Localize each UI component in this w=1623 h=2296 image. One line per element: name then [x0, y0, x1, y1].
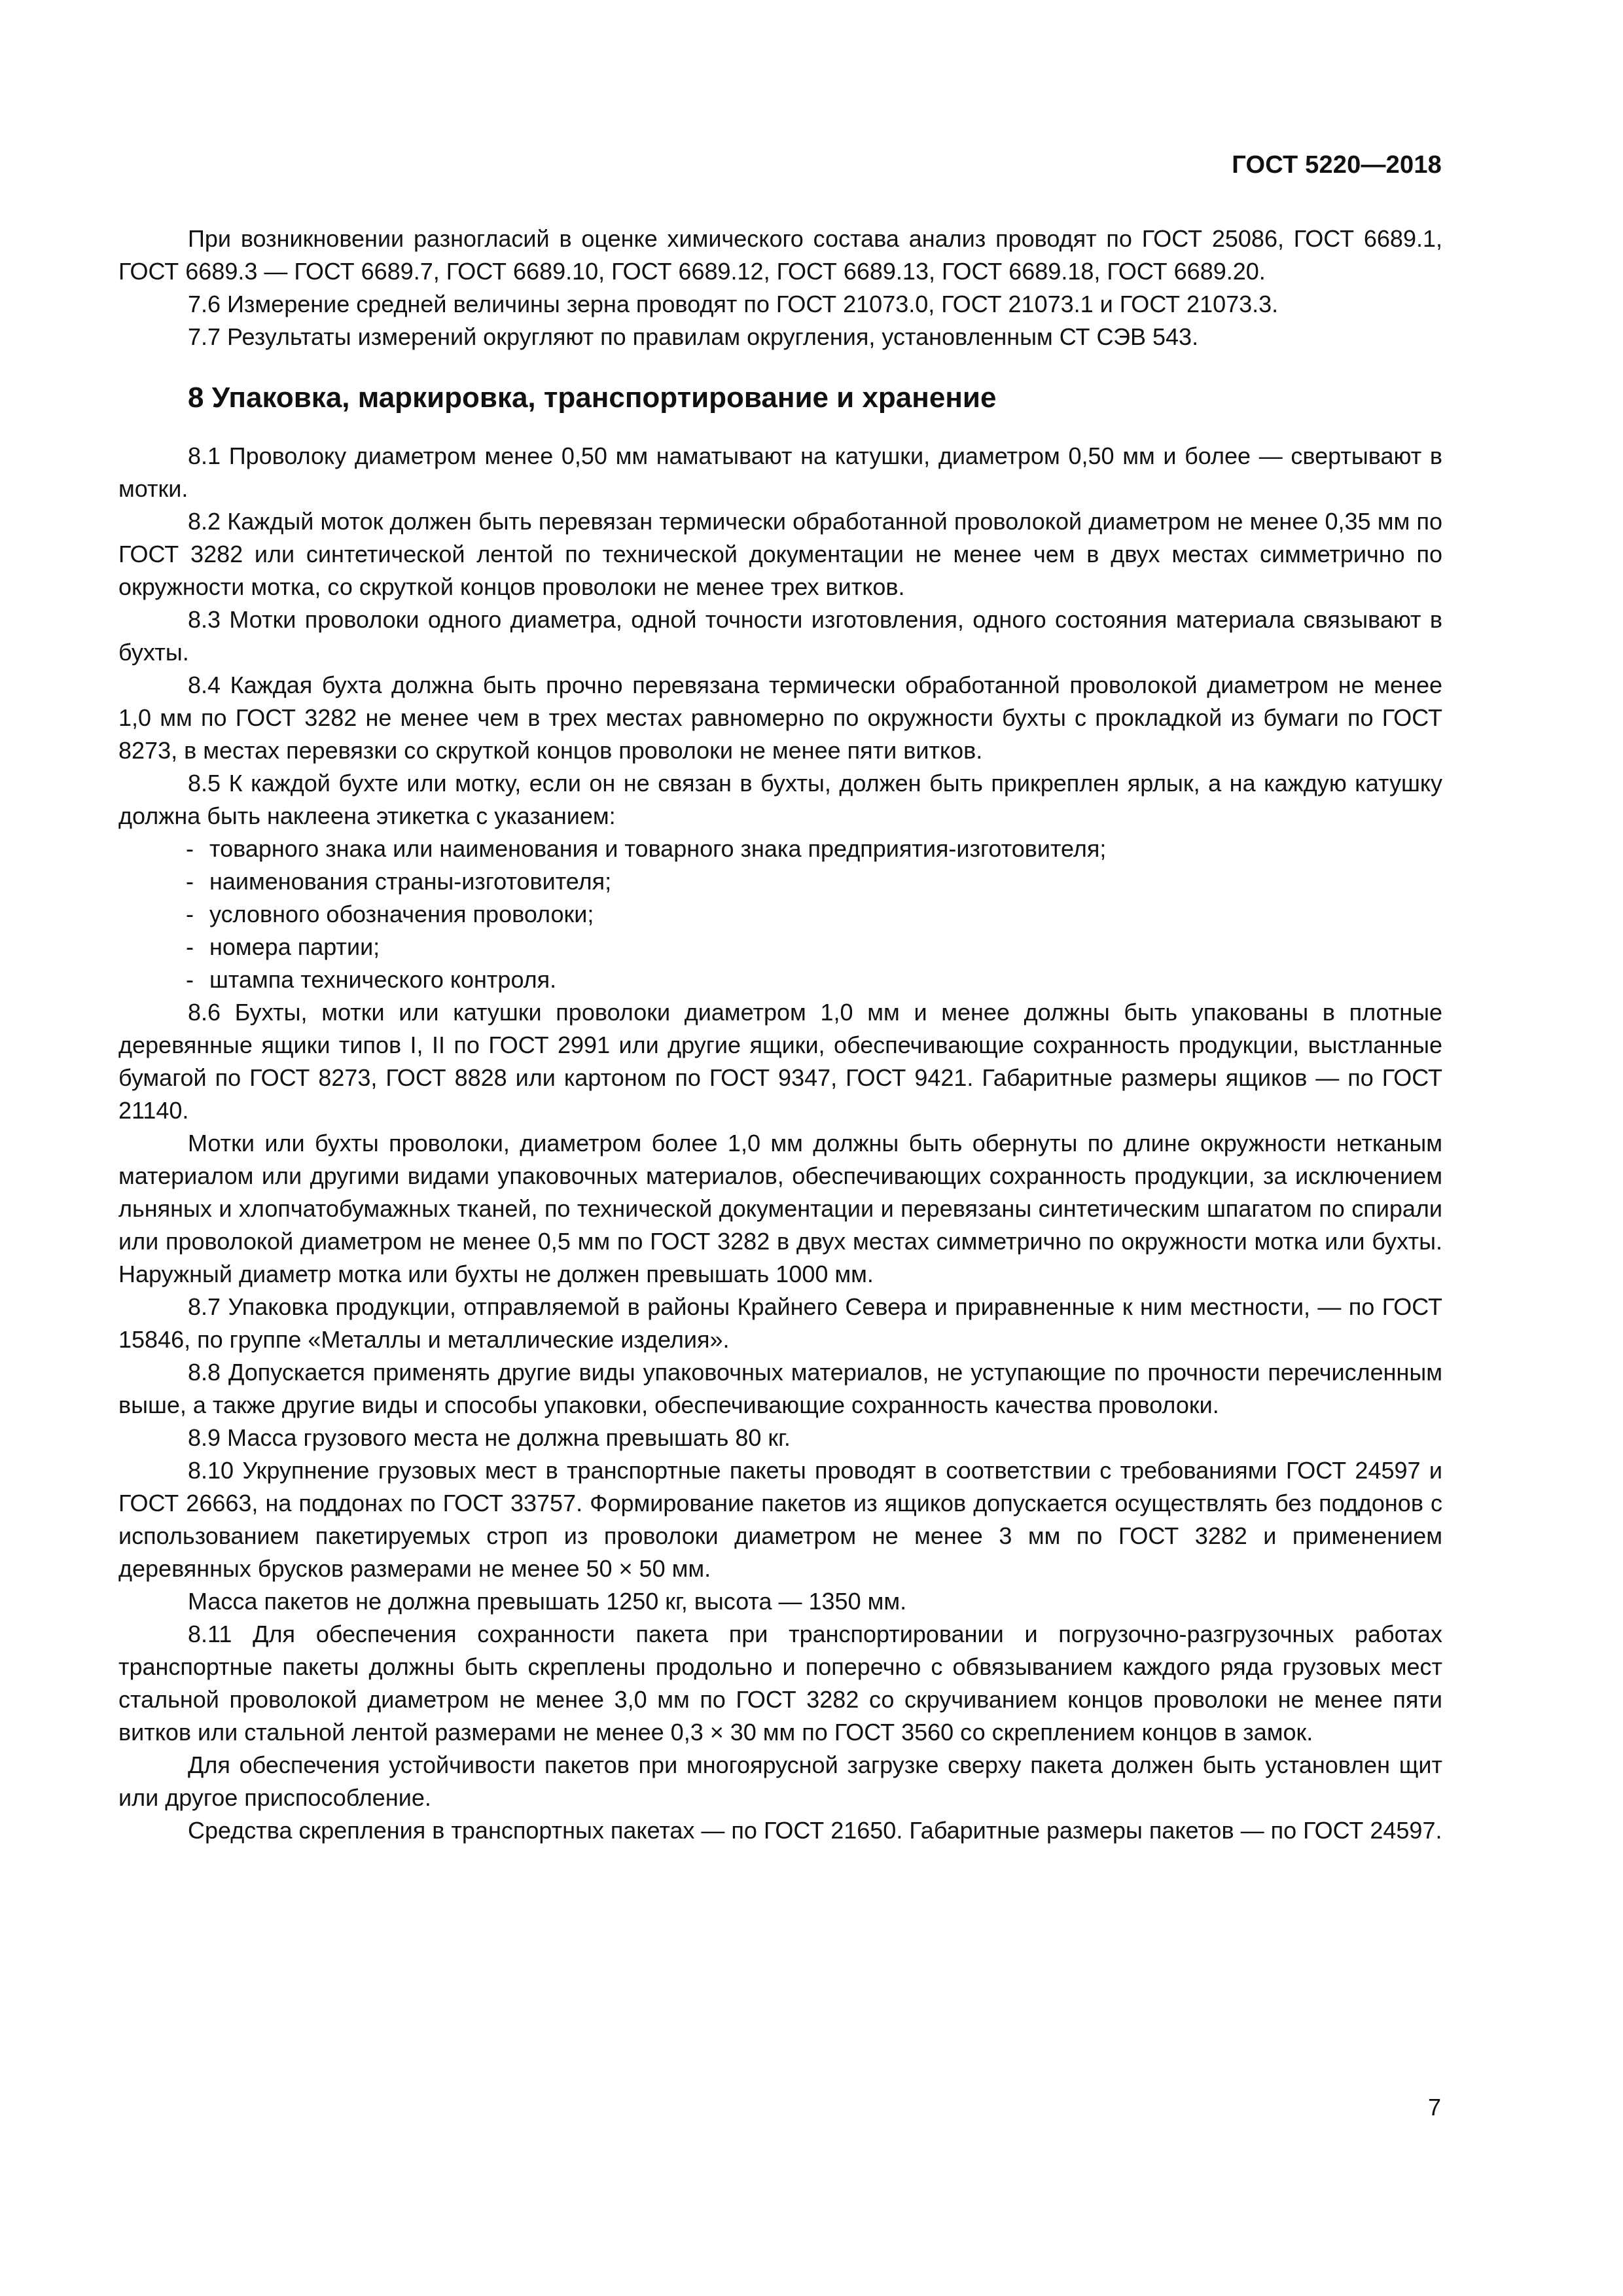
label-contents-list [118, 833, 1442, 996]
paragraph-8-10: 8.10 Укрупнение грузовых мест в транспортные пакеты проводят в соответствии с требованиями ГОСТ 24597 и ГОСТ 26663, на поддонах по ГОСТ 33757. Формирование пакетов из ящиков допускается осуществлять без поддонов с использованием пакетируемых строп из проволоки диаметром не менее 3 мм по ГОСТ 3282 и применением деревянных брусков размерами не менее 50 × 50 мм. [118, 1457, 1442, 1582]
list-dash: - [186, 901, 194, 927]
paragraph-8-10-cont: Масса пакетов не должна превышать 1250 кг, высота — 1350 мм. [188, 1588, 907, 1615]
paragraph-8-6: 8.6 Бухты, мотки или катушки проволоки диаметром 1,0 мм и менее должны быть упакованы в плотные деревянные ящики типов I, II по ГОСТ 2991 или другие ящики, обеспечивающие сохранность продукции, выстланные бумагой по ГОСТ 8273, ГОСТ 8828 или картоном по ГОСТ 9347, ГОСТ 9421. Габаритные размеры ящиков — по ГОСТ 21140. [118, 999, 1442, 1124]
paragraph-8-6-cont: Мотки или бухты проволоки, диаметром более 1,0 мм должны быть обернуты по длине окружности нетканым материалом или другими видами упаковочных материалов, обеспечивающих сохранность продукции, за исключением льняных и хлопчатобумажных тканей, по технической документации и перевязаны синтетическим шпагатом по спирали или проволокой диаметром не менее 0,5 мм по ГОСТ 3282 в двух местах симметрично по окружности мотка или бухты. Наружный диаметр мотка или бухты не должен превышать 1000 мм. [118, 1130, 1442, 1287]
page-number: 7 [1427, 2094, 1441, 2121]
list-dash: - [186, 966, 194, 993]
section-heading-8: 8 Упаковка, маркировка, транспортирование и хранение [188, 382, 997, 414]
paragraph-8-11: 8.11 Для обеспечения сохранности пакета при транспортировании и погрузочно-разгрузочных работах транспортные пакеты должны быть скреплены продольно и поперечно с обвязыванием каждого ряда грузовых мест стальной проволокой диаметром не менее 3,0 мм по ГОСТ 3282 со скручиванием концов проволоки не менее пяти витков или стальной лентой размерами не менее 0,3 × 30 мм по ГОСТ 3560 со скреплением концов в замок. [118, 1621, 1442, 1746]
paragraph-8-9: 8.9 Масса грузового места не должна превышать 80 кг. [188, 1424, 791, 1451]
document-body [118, 223, 1442, 1847]
list-dash: - [186, 933, 194, 960]
paragraph-8-4: 8.4 Каждая бухта должна быть прочно перевязана термически обработанной проволокой диаметром не менее 1,0 мм по ГОСТ 3282 не менее чем в трех местах равномерно по окружности бухты с прокладкой из бумаги по ГОСТ 8273, в местах перевязки со скруткой концов проволоки не менее пяти витков. [118, 672, 1442, 764]
list-item [186, 898, 1442, 931]
paragraph-intro-1: При возникновении разногласий в оценке химического состава анализ проводят по ГОСТ 25086, ГОСТ 6689.1, ГОСТ 6689.3 — ГОСТ 6689.7, ГОСТ 6689.10, ГОСТ 6689.12, ГОСТ 6689.13, ГОСТ 6689.18, ГОСТ 6689.20. [118, 225, 1442, 285]
paragraph-7-7: 7.7 Результаты измерений округляют по правилам округления, установленным СТ СЭВ 543. [188, 323, 1199, 350]
paragraph-8-5: 8.5 К каждой бухте или мотку, если он не связан в бухты, должен быть прикреплен ярлык, а на каждую катушку должна быть наклеена этикетка с указанием: [118, 770, 1442, 829]
paragraph-8-3: 8.3 Мотки проволоки одного диаметра, одной точности изготовления, одного состояния материала связывают в бухты. [118, 606, 1442, 666]
list-item-text: штампа технического контроля. [209, 966, 557, 993]
list-item [186, 963, 1442, 996]
list-dash: - [186, 868, 194, 895]
paragraph-8-7: 8.7 Упаковка продукции, отправляемой в районы Крайнего Севера и приравненные к ним местности, — по ГОСТ 15846, по группе «Металлы и металлические изделия». [118, 1293, 1442, 1353]
paragraph-8-11-cont-1: Для обеспечения устойчивости пакетов при многоярусной загрузке сверху пакета должен быть установлен щит или другое приспособление. [118, 1751, 1442, 1811]
list-dash: - [186, 835, 194, 862]
list-item [186, 833, 1442, 865]
list-item-text: наименования страны-изготовителя; [209, 868, 612, 895]
list-item [186, 865, 1442, 898]
list-item-text: номера партии; [209, 933, 380, 960]
paragraph-8-2: 8.2 Каждый моток должен быть перевязан термически обработанной проволокой диаметром не менее 0,35 мм по ГОСТ 3282 или синтетической лентой по технической документации не менее чем в двух местах симметрично по окружности мотка, со скруткой концов проволоки не менее трех витков. [118, 508, 1442, 600]
list-item [186, 931, 1442, 963]
paragraph-8-8: 8.8 Допускается применять другие виды упаковочных материалов, не уступающие по прочности перечисленным выше, а также другие виды и способы упаковки, обеспечивающие сохранность качества проволоки. [118, 1359, 1442, 1418]
paragraph-8-1: 8.1 Проволоку диаметром менее 0,50 мм наматывают на катушки, диаметром 0,50 мм и более — свертывают в мотки. [118, 442, 1442, 502]
paragraph-8-11-cont-2: Средства скрепления в транспортных пакетах — по ГОСТ 21650. Габаритные размеры пакетов — по ГОСТ 24597. [188, 1817, 1442, 1844]
standard-code-header: ГОСТ 5220—2018 [1232, 151, 1442, 179]
list-item-text: условного обозначения проволоки; [209, 901, 594, 927]
list-item-text: товарного знака или наименования и товарного знака предприятия-изготовителя; [209, 835, 1107, 862]
paragraph-7-6: 7.6 Измерение средней величины зерна проводят по ГОСТ 21073.0, ГОСТ 21073.1 и ГОСТ 21073.3. [188, 291, 1279, 317]
